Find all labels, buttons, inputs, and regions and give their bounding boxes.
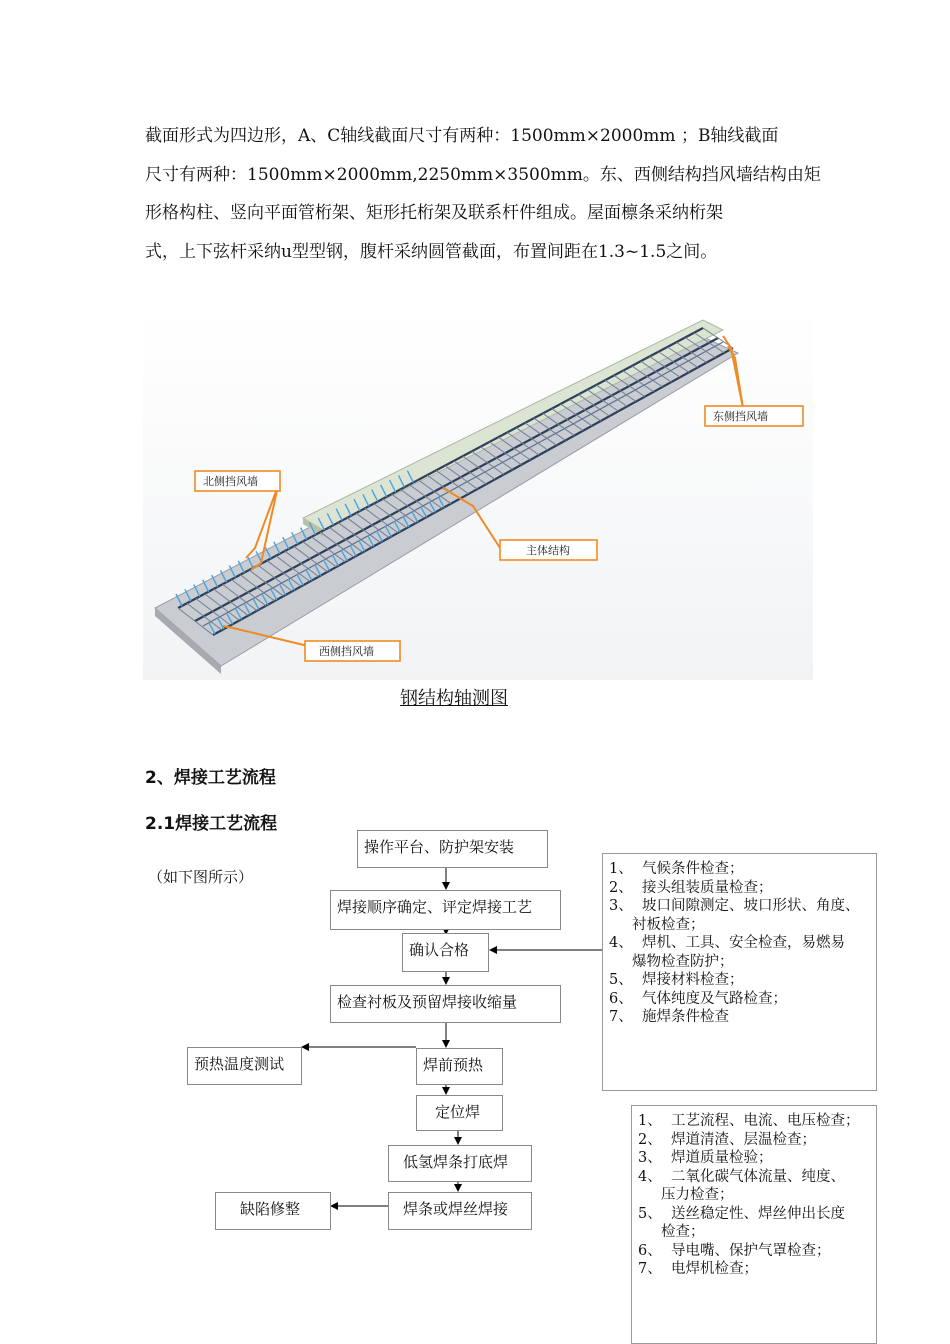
in-process-checklist xyxy=(631,1105,877,1344)
checklist-item: 6、 气体纯度及气路检查； xyxy=(609,990,787,1007)
figure-note: （如下图所示） xyxy=(148,868,254,886)
section-heading-2-1: 2.1焊接工艺流程 xyxy=(145,814,278,834)
checklist-item: 3、 坡口间隙测定、坡口形状、角度、 xyxy=(609,898,860,914)
paragraph-line: 式，上下弦杆采纳u型型钢，腹杆采纳圆管截面，布置间距在1.3~1.5之间。 xyxy=(145,241,718,262)
checklist-item: 2、 接头组装质量检查； xyxy=(609,879,773,896)
pre-weld-checklist xyxy=(602,853,877,1091)
main-structure-label: 主体结构 xyxy=(526,544,570,557)
checklist-item: 检查； xyxy=(638,1224,705,1240)
checklist-item: 4、 二氧化碳气体流量、纯度、 xyxy=(638,1168,845,1185)
north-wall-label: 北侧挡风墙 xyxy=(203,475,258,488)
checklist-item: 4、 焊机、工具、安全检查，易燃易 xyxy=(609,935,845,951)
west-wall-label: 西侧挡风墙 xyxy=(319,645,374,658)
steel-structure-illustration xyxy=(143,308,813,680)
east-wall-label: 东侧挡风墙 xyxy=(713,410,768,423)
checklist-item: 5、 焊接材料检查； xyxy=(609,972,744,988)
figure-caption: 钢结构轴测图 xyxy=(400,688,508,709)
flow-step-check-backing-plate: 检查衬板及预留焊接收缩量 xyxy=(330,985,561,1023)
flow-step-electrode-or-wire-welding: 焊条或焊丝焊接 xyxy=(388,1192,532,1230)
checklist-item: 1、 工艺流程、电流、电压检查； xyxy=(638,1113,860,1129)
checklist-item: 衬板检查； xyxy=(609,916,705,933)
checklist-item: 2、 焊道清渣、层温检查； xyxy=(638,1131,816,1148)
flow-step-tack-weld: 定位焊 xyxy=(416,1095,503,1131)
checklist-item: 爆物检查防护； xyxy=(609,953,734,970)
flow-step-platform-setup: 操作平台、防护架安装 xyxy=(357,830,548,868)
flow-step-preheat-temperature-test: 预热温度测试 xyxy=(187,1047,302,1085)
checklist-item: 7、 电焊机检查； xyxy=(638,1261,758,1277)
checklist-item: 1、 气候条件检查； xyxy=(609,861,744,877)
checklist-item: 7、 施焊条件检查 xyxy=(609,1009,729,1025)
flow-step-defect-repair: 缺陷修整 xyxy=(215,1192,331,1230)
flow-step-welding-sequence: 焊接顺序确定、评定焊接工艺 xyxy=(330,890,561,930)
checklist-item: 6、 导电嘴、保护气罩检查； xyxy=(638,1242,831,1259)
intro-paragraph xyxy=(145,117,821,271)
checklist-item: 5、 送丝稳定性、焊丝伸出长度 xyxy=(638,1205,845,1222)
flow-step-root-pass: 低氢焊条打底焊 xyxy=(388,1145,532,1182)
flow-step-preheat: 焊前预热 xyxy=(416,1048,503,1085)
paragraph-line: 形格构柱、竖向平面管桁架、矩形托桁架及联系杆件组成。屋面檩条采纳桁架 xyxy=(145,203,723,223)
section-heading-2: 2、焊接工艺流程 xyxy=(145,768,276,788)
flow-step-confirm-qualified: 确认合格 xyxy=(402,933,489,972)
checklist-item: 压力检查； xyxy=(638,1187,734,1203)
checklist-item: 3、 焊道质量检验； xyxy=(638,1150,773,1166)
paragraph-line: 截面形式为四边形，A、C轴线截面尺寸有两种：1500mm×2000mm ；B轴线截面 xyxy=(145,126,779,146)
paragraph-line: 尺寸有两种：1500mm×2000mm,2250mm×3500mm。东、西侧结构挡风墙结构由矩 xyxy=(145,164,821,185)
